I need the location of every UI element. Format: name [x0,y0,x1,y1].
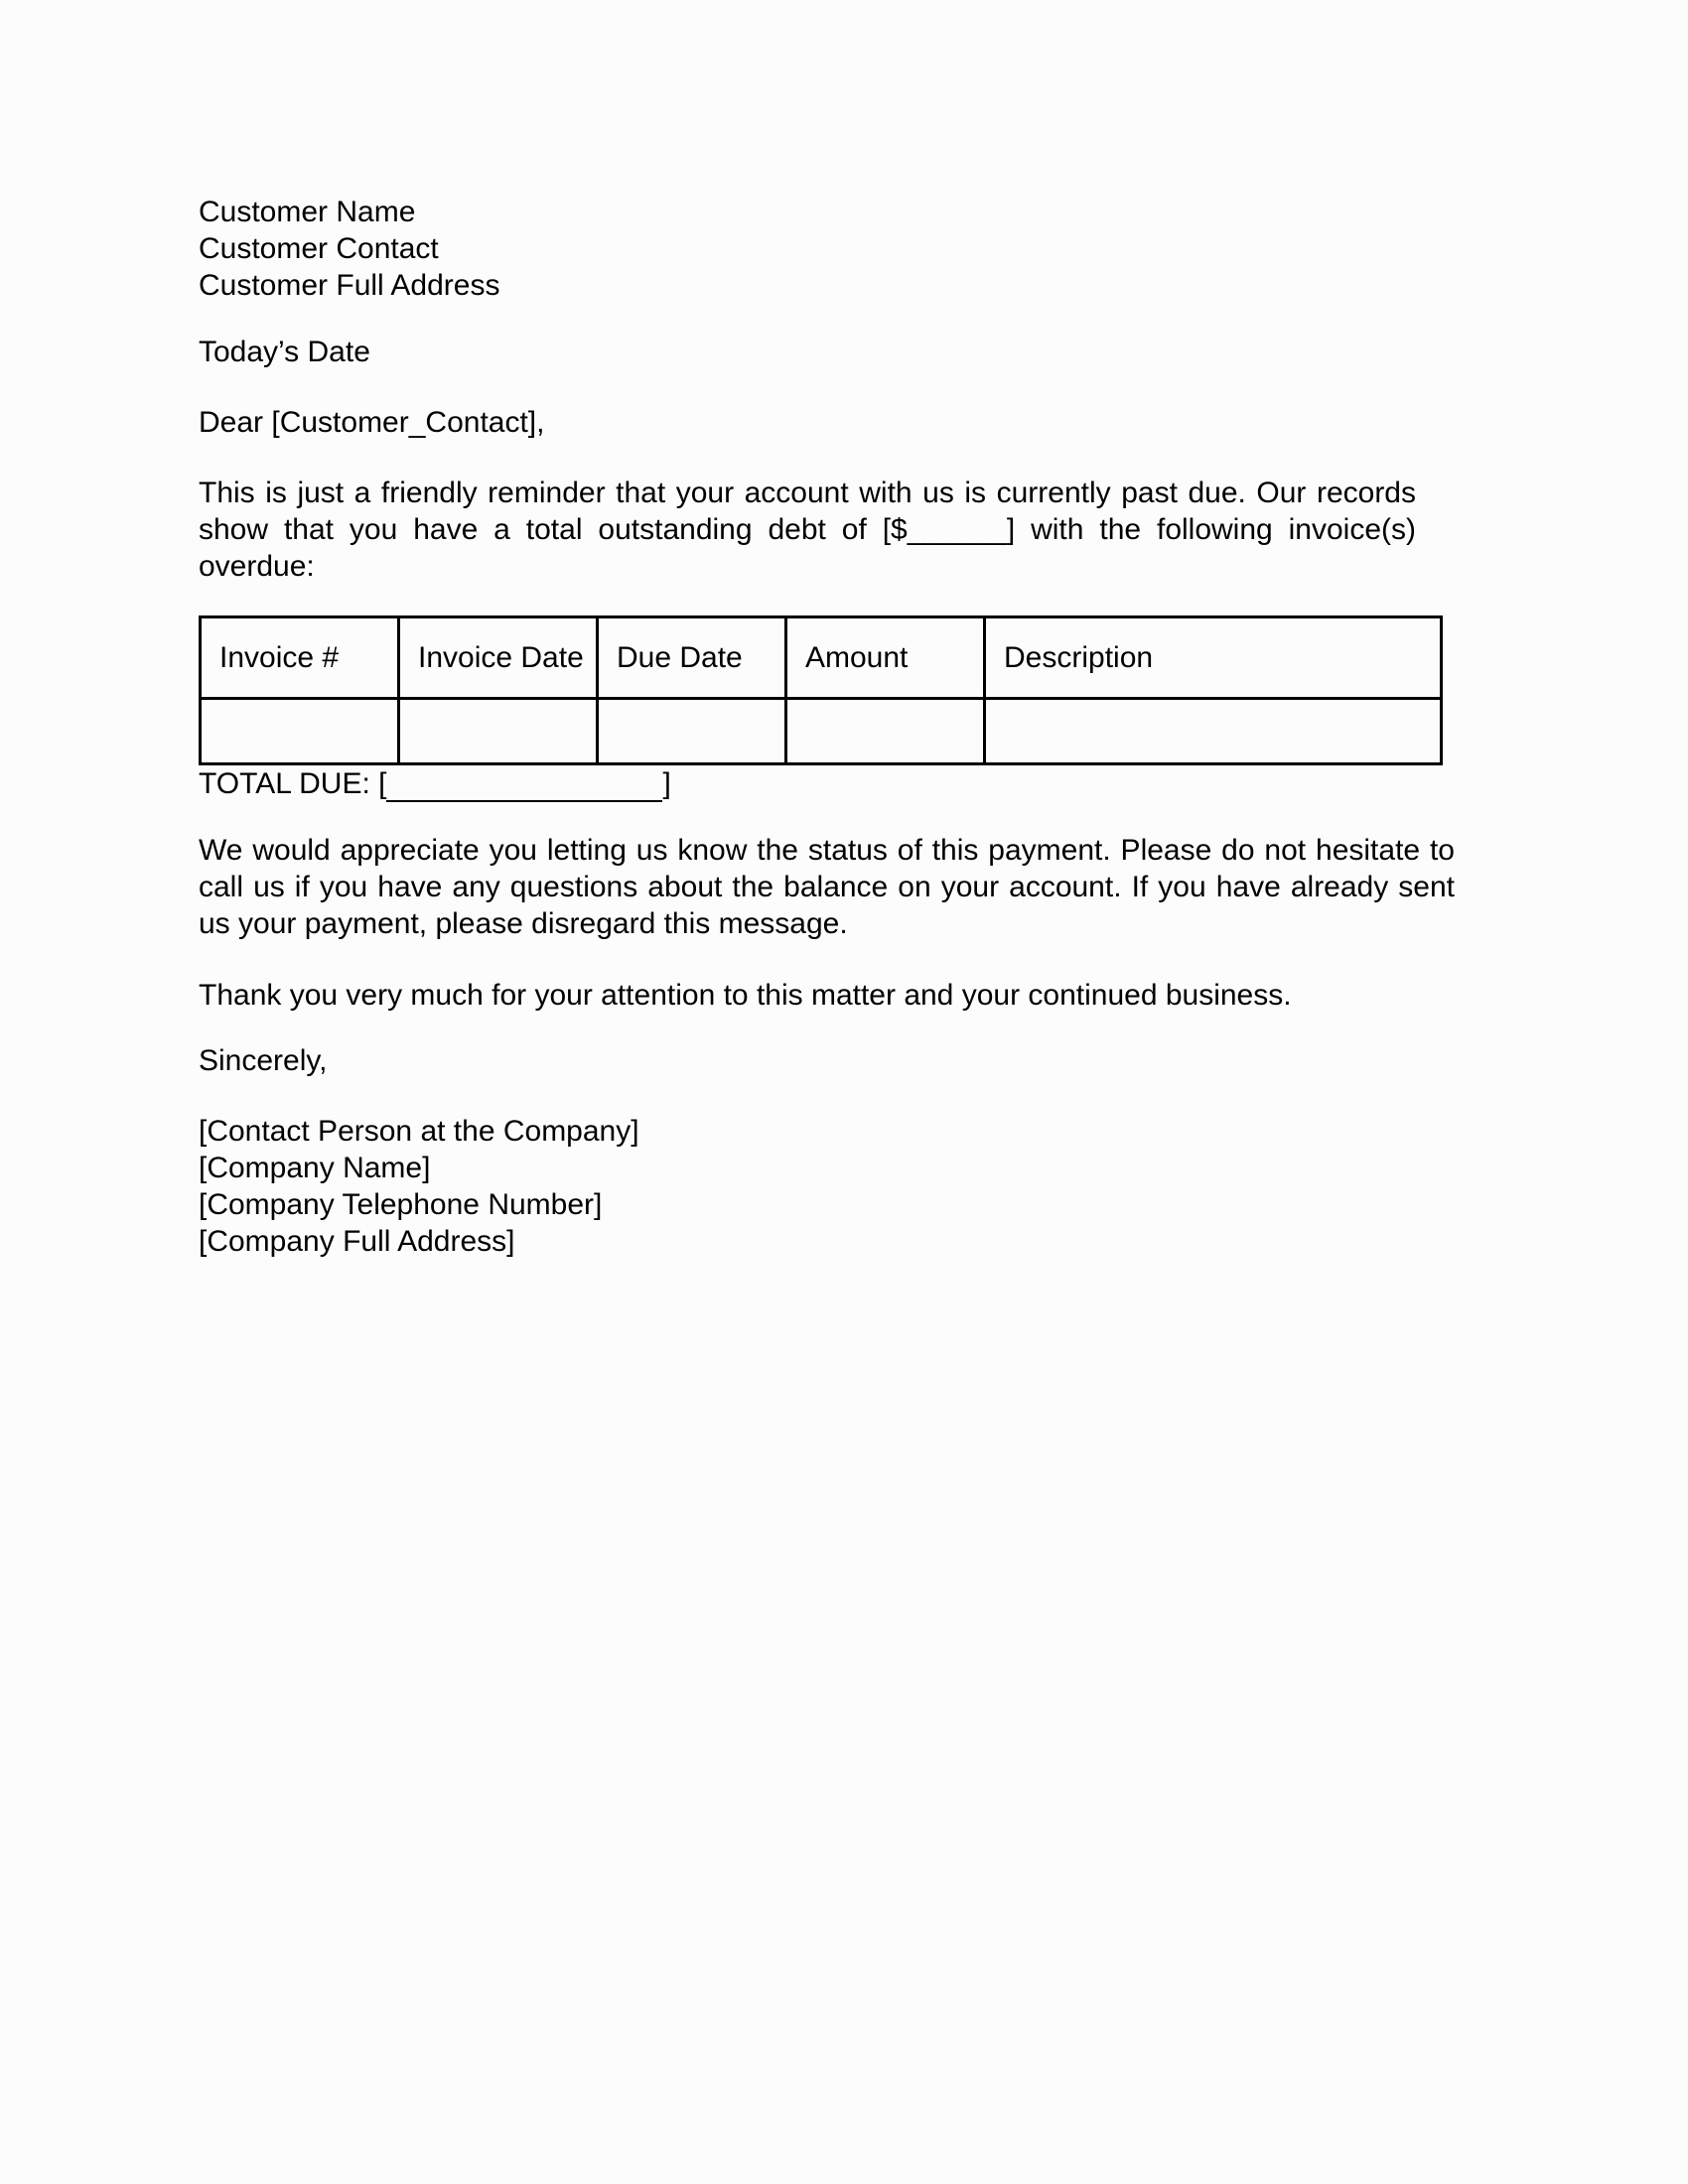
total-due-label: TOTAL DUE: [ [199,767,387,800]
cell-description [985,699,1442,764]
header-description: Description [985,617,1442,699]
thanks-paragraph: Thank you very much for your attention to this matter and your continued business. [199,979,1292,1012]
signature-block [199,1114,639,1261]
header-due-date: Due Date [598,617,786,699]
signature-telephone: [Company Telephone Number] [199,1188,603,1221]
cell-due-date [598,699,786,764]
header-amount: Amount [786,617,985,699]
header-invoice-date: Invoice Date [399,617,598,699]
header-invoice-number: Invoice # [201,617,399,699]
total-due [199,766,671,802]
signature-address: [Company Full Address] [199,1225,515,1258]
invoice-table [199,615,1443,765]
recipient-name: Customer Name [199,196,416,228]
cell-invoice-number [201,699,399,764]
signature-contact-person: [Contact Person at the Company] [199,1115,639,1148]
cell-amount [786,699,985,764]
body-paragraph: We would appreciate you letting us know the status of this payment. Please do not hesitate to call us if you have any questions about the balance on your account. If you have already sent us your payment, please disregard this message. [199,834,1455,940]
closing: Sincerely, [199,1044,328,1077]
signature-company-name: [Company Name] [199,1152,431,1184]
recipient-block [199,195,499,305]
total-due-close: ] [662,767,671,800]
total-due-blank [386,772,662,802]
recipient-address: Customer Full Address [199,269,500,302]
cell-invoice-date [399,699,598,764]
letter-date: Today’s Date [199,336,370,368]
salutation: Dear [Customer_Contact], [199,406,545,439]
invoice-table-header-row [201,617,1442,699]
recipient-contact: Customer Contact [199,232,439,265]
table-row [201,699,1442,764]
intro-paragraph: This is just a friendly reminder that your account with us is currently past due. Our records show that you have a total outstanding debt of [$______] with the following invoice(s) overdue: [199,477,1416,583]
